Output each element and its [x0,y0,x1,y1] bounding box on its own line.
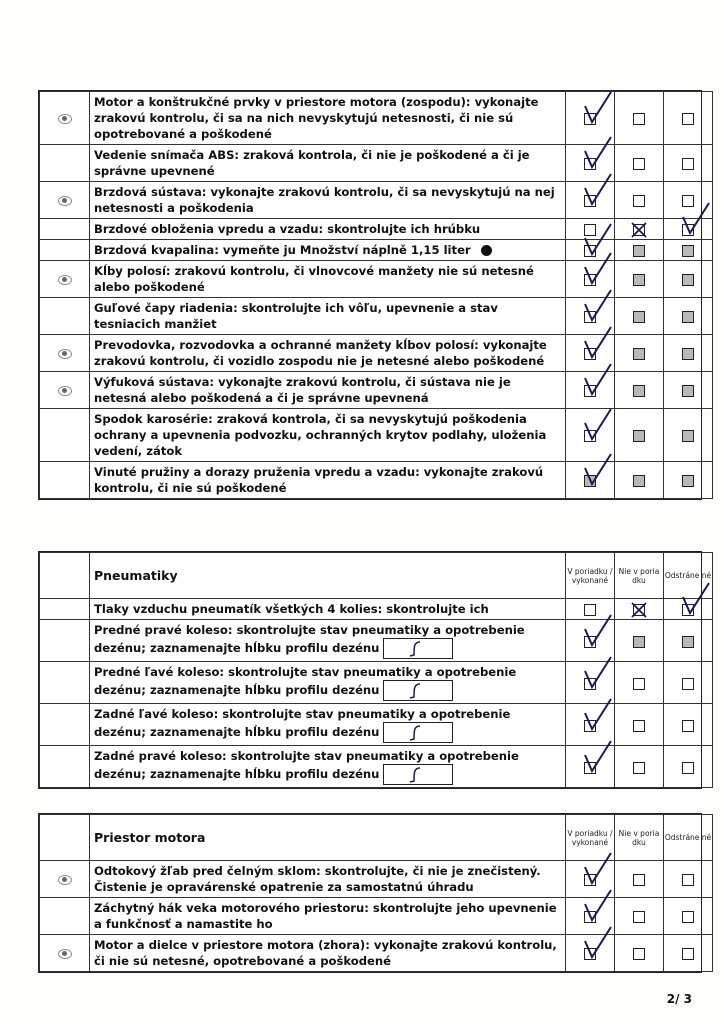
checkbox[interactable] [682,311,694,323]
checked-checkbox[interactable] [584,311,596,323]
checkbox-cell [664,662,713,704]
checkbox-cell [664,599,713,620]
row-description-cell [90,599,566,620]
row-description: Predné ľavé koleso: skontrolujte stav pneumatiky a opotrebenie dezénu; zaznamenajte hĺbku profilu dezénu [94,665,517,697]
checkbox-cell [615,746,664,788]
checkbox[interactable] [633,948,645,960]
checkbox-cell [664,145,713,182]
row-description-cell [90,620,566,662]
row-icon-cell [40,620,90,662]
checkbox[interactable] [682,762,694,774]
checkbox-cell [664,372,713,409]
row-description-cell [90,462,566,499]
row-description: Zadné pravé koleso: skontrolujte stav pneumatiky a opotrebenie dezénu; zaznamenajte hĺbku profilu dezénu [94,749,519,781]
row-description: Odtokový žľab pred čelným sklom: skontrolujte, či nie je znečistený. Čistenie je opravárenské opatrenie za samostatnú úhradu [94,864,541,894]
row-description-cell [90,372,566,409]
column-header: Odstráne né [664,553,713,599]
checked-checkbox[interactable] [584,948,596,960]
checkbox-cell [566,620,615,662]
column-header: V poriadku / vykonané [566,815,615,861]
row-description: Vinuté pružiny a dorazy pruženia vpredu a vzadu: vykonajte zrakovú kontrolu, či nie sú poškodené [94,465,544,495]
row-icon-cell [40,298,90,335]
section-motor-underside [38,90,702,500]
checkbox[interactable] [633,678,645,690]
checkbox[interactable] [633,245,645,257]
checklist-row [40,746,713,788]
checkbox-cell [664,335,713,372]
row-description-cell [90,298,566,335]
row-icon-cell [40,261,90,298]
checklist-table-tires [39,552,713,788]
eye-icon [58,386,72,396]
row-icon-cell [40,372,90,409]
checkbox[interactable] [633,475,645,487]
bullet-dot-icon [481,245,492,256]
row-description-cell [90,92,566,145]
checkbox-cell [615,898,664,935]
row-description-cell [90,335,566,372]
row-icon-cell [40,409,90,462]
checkbox-cell [615,219,664,240]
row-description: Predné pravé koleso: skontrolujte stav pneumatiky a opotrebenie dezénu; zaznamenajte hĺbku profilu dezénu [94,623,525,655]
checkbox[interactable] [633,636,645,648]
eye-icon [58,114,72,124]
checkbox-cell [566,662,615,704]
row-description-cell [90,409,566,462]
checked-checkbox[interactable] [584,113,596,125]
header-spacer [40,815,90,861]
checkbox-cell [664,298,713,335]
column-header: V poriadku / vykonané [566,553,615,599]
checkbox[interactable] [633,348,645,360]
checkbox[interactable] [633,113,645,125]
row-icon-cell [40,219,90,240]
checklist-table-motor-underside [39,91,713,499]
checkbox[interactable] [682,720,694,732]
eye-icon [58,196,72,206]
checkbox[interactable] [682,911,694,923]
checkbox-cell [615,704,664,746]
checkbox[interactable] [633,385,645,397]
checkbox[interactable] [682,274,694,286]
row-description: Brzdové obloženia vpredu a vzadu: skontrolujte ich hrúbku [94,222,481,236]
checkbox[interactable] [633,874,645,886]
row-description: Záchytný hák veka motorového priestoru: skontrolujte jeho upevnenie a funkčnosť a namastite ho [94,901,557,931]
checkbox-cell [566,372,615,409]
row-description-cell [90,746,566,788]
tread-depth-field[interactable] [383,638,453,659]
checkbox[interactable] [633,274,645,286]
row-description: Výfuková sústava: vykonajte zrakovú kontrolu, či sústava nie je netesná alebo poškodená a či je správne upevnená [94,375,511,405]
checkbox[interactable] [682,158,694,170]
checkbox-cell [664,409,713,462]
checklist-row [40,935,713,972]
checkbox-cell [664,861,713,898]
checkbox-cell [664,898,713,935]
checked-checkbox[interactable] [584,158,596,170]
checkbox[interactable] [682,636,694,648]
column-header: Nie v poria dku [615,553,664,599]
crossed-checkbox[interactable] [633,604,645,616]
checked-checkbox[interactable] [584,195,596,207]
checked-checkbox[interactable] [584,636,596,648]
tread-depth-field[interactable] [383,764,453,785]
checkbox-cell [566,746,615,788]
row-icon-cell [40,898,90,935]
row-icon-cell [40,662,90,704]
checkbox-cell [615,861,664,898]
checked-checkbox[interactable] [584,385,596,397]
row-icon-cell [40,935,90,972]
section-title: Pneumatiky [90,553,566,599]
row-description: Tlaky vzduchu pneumatík všetkých 4 kolies: skontrolujte ich [94,602,489,616]
checkbox-cell [615,92,664,145]
checkbox[interactable] [682,385,694,397]
section-tires [38,551,712,789]
checked-checkbox[interactable] [584,911,596,923]
checked-checkbox[interactable] [584,720,596,732]
row-description: Zadné ľavé koleso: skontrolujte stav pneumatiky a opotrebenie dezénu; zaznamenajte hĺbku profilu dezénu [94,707,511,739]
row-description: Motor a dielce v priestore motora (zhora): vykonajte zrakovú kontrolu, či nie sú netesné, opotrebované a poškodené [94,938,557,968]
column-header: Nie v poria dku [615,815,664,861]
row-description-cell [90,704,566,746]
checkbox-cell [615,662,664,704]
tread-depth-field[interactable] [383,722,453,743]
checkbox[interactable] [633,762,645,774]
checkbox-cell [664,935,713,972]
row-description-cell [90,861,566,898]
checkbox[interactable] [633,430,645,442]
checkbox-cell [664,219,713,240]
checked-checkbox[interactable] [682,224,694,236]
section-title: Priestor motora [90,815,566,861]
row-description-cell [90,145,566,182]
checkbox[interactable] [682,430,694,442]
checkbox-cell [615,372,664,409]
checkbox[interactable] [633,158,645,170]
checklist-table-engine-bay [39,814,713,972]
checkbox-cell [615,620,664,662]
row-icon-cell [40,92,90,145]
checkbox-cell [664,620,713,662]
checked-checkbox[interactable] [584,678,596,690]
row-icon-cell [40,335,90,372]
row-icon-cell [40,240,90,261]
page-number: 2/ 3 [666,992,692,1006]
eye-icon [58,349,72,359]
checkbox-cell [615,409,664,462]
checked-checkbox[interactable] [584,874,596,886]
checkbox-cell [615,935,664,972]
eye-icon [58,275,72,285]
checkbox-cell [664,261,713,298]
checklist-row [40,372,713,409]
checkbox-cell [615,462,664,499]
row-description: Motor a konštrukčné prvky v priestore motora (zospodu): vykonajte zrakovú kontrolu, či sa na nich nevyskytujú netesnosti, či nie sú opotrebované a poškodené [94,95,539,141]
checklist-row [40,462,713,499]
eye-icon [58,875,72,885]
checkbox[interactable] [682,678,694,690]
row-description: Spodok karosérie: zraková kontrola, či sa nevyskytujú poškodenia ochrany a upevnenia podvozku, ochranných krytov podlahy, uloženia vedení, zátok [94,412,547,458]
row-description-cell [90,219,566,240]
checkbox[interactable] [682,245,694,257]
checkbox-cell [615,145,664,182]
checked-checkbox[interactable] [584,762,596,774]
checkbox-cell [615,261,664,298]
checkbox[interactable] [633,911,645,923]
row-icon-cell [40,145,90,182]
row-description: Brzdová sústava: vykonajte zrakovú kontrolu, či sa nevyskytujú na nej netesnosti a poškodenia [94,185,555,215]
checkbox-cell [566,462,615,499]
row-description-cell [90,935,566,972]
checkbox-cell [566,935,615,972]
checkbox-cell [664,746,713,788]
checkbox-cell [615,182,664,219]
checkbox[interactable] [633,720,645,732]
checklist-row [40,704,713,746]
checkbox[interactable] [682,348,694,360]
eye-icon [58,949,72,959]
row-description: Prevodovka, rozvodovka a ochranné manžety kĺbov polosí: vykonajte zrakovú kontrolu, či vozidlo zospodu nie je netesné alebo poškodené [94,338,547,368]
checked-checkbox[interactable] [584,430,596,442]
row-description-cell [90,261,566,298]
checkbox-cell [664,462,713,499]
checkbox-cell [664,704,713,746]
checkbox-cell [615,240,664,261]
row-icon-cell [40,599,90,620]
checkbox-cell [664,240,713,261]
checkbox[interactable] [682,948,694,960]
checkbox-cell [566,704,615,746]
checkbox-cell [615,335,664,372]
checklist-row [40,182,713,219]
tread-depth-field[interactable] [383,680,453,701]
row-icon-cell [40,462,90,499]
checklist-row [40,620,713,662]
checkbox[interactable] [633,195,645,207]
row-icon-cell [40,182,90,219]
checkbox-cell [615,599,664,620]
checked-checkbox[interactable] [584,274,596,286]
checkbox-cell [566,182,615,219]
row-description: Guľové čapy riadenia: skontrolujte ich vôľu, upevnenie a stav tesniacich manžiet [94,301,498,331]
row-description-cell [90,662,566,704]
row-description: Vedenie snímača ABS: zraková kontrola, či nie je poškodené a či je správne upevnené [94,148,530,178]
checked-checkbox[interactable] [682,604,694,616]
crossed-checkbox[interactable] [633,224,645,236]
checkbox[interactable] [682,113,694,125]
checkbox[interactable] [682,475,694,487]
row-description-cell [90,182,566,219]
header-spacer [40,553,90,599]
row-icon-cell [40,746,90,788]
row-icon-cell [40,704,90,746]
checkbox[interactable] [633,311,645,323]
checkbox[interactable] [682,874,694,886]
checkbox-cell [615,298,664,335]
checkbox-cell [664,92,713,145]
checked-checkbox[interactable] [584,475,596,487]
row-icon-cell [40,861,90,898]
row-description: Brzdová kvapalina: vymeňte ju Množství náplně 1,15 liter [94,243,471,257]
row-description: Kĺby polosí: zrakovú kontrolu, či vlnovcové manžety nie sú netesné alebo poškodené [94,264,534,294]
column-header: Odstráne né [664,815,713,861]
row-description-cell [90,898,566,935]
row-description-cell [90,240,566,261]
checked-checkbox[interactable] [584,348,596,360]
checklist-row [40,662,713,704]
section-engine-bay [38,813,712,973]
